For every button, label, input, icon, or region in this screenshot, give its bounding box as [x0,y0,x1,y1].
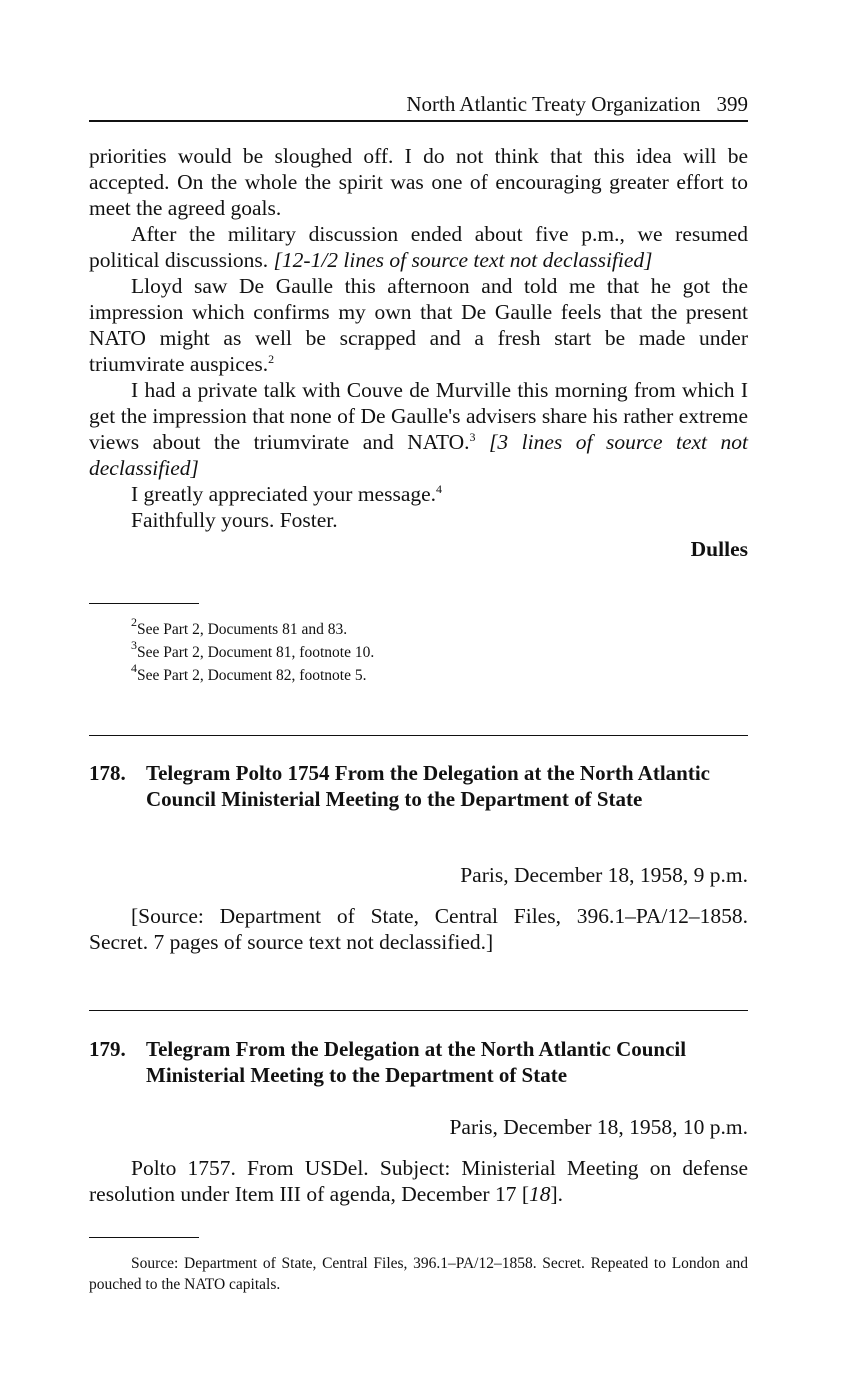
editorial-note: [12-1/2 lines of source text not declassified] [273,248,653,272]
footnote-mark: 4 [131,661,137,675]
footnote-ref: 2 [268,352,275,366]
paragraph [89,273,748,377]
document-number: 178. [89,761,126,785]
paragraph-text: I had a private talk with Couve de Murville this morning from which I get the impression that none of De Gaulle's advisers share his rather extreme views about the triumvirate and NATO. [89,378,748,454]
document-title: Telegram From the Delegation at the North Atlantic Council Ministerial Meeting to the Department of State [146,1037,687,1087]
paragraph [89,221,748,273]
section-divider [89,735,748,736]
footnote-ref: 4 [436,482,443,496]
paragraph-text: Lloyd saw De Gaulle this afternoon and told me that he got the impression which confirms my own that De Gaulle feels that the present NATO might as well be scrapped and a fresh start be made under triumvirate auspices. [89,274,748,376]
source-note: [Source: Department of State, Central Files, 396.1–PA/12–1858. Secret. 7 pages of source text not declassified.] [89,904,748,954]
document-number: 179. [89,1037,126,1061]
dateline: Paris, December 18, 1958, 10 p.m. [449,1115,748,1139]
running-title: North Atlantic Treaty Organization [406,92,701,116]
paragraph [89,481,748,507]
paragraph [89,1155,748,1207]
footnote [89,638,748,664]
footnote-rule [89,1237,199,1238]
footnotes [89,615,748,687]
running-header [89,90,748,122]
section-divider [89,1010,748,1011]
document-heading-178 [89,760,748,812]
document-body-178 [89,903,748,955]
footnote-ref: 3 [469,430,476,444]
footnote-text: See Part 2, Documents 81 and 83. [137,621,348,638]
paragraph-text: Polto 1757. From USDel. Subject: Ministerial Meeting on defense resolution under Item III of agenda, December 17 [ [89,1156,748,1206]
document-body-179 [89,1155,748,1207]
editorial-note: 18 [528,1182,551,1206]
footnote-text: See Part 2, Document 82, footnote 5. [137,667,367,684]
paragraph: priorities would be sloughed off. I do not think that this idea will be accepted. On the whole the spirit was one of encouraging greater effort to meet the agreed goals. [89,144,748,220]
document-heading-179 [89,1036,748,1088]
paragraph-text: ]. [550,1182,564,1206]
document-title: Telegram Polto 1754 From the Delegation at the North Atlantic Council Ministerial Meeting to the Department of State [146,761,710,811]
paragraph [89,377,748,481]
footnote-rule [89,603,199,604]
footnote [89,615,748,641]
signature: Dulles [690,537,748,561]
footnote-mark: 2 [131,615,137,629]
editorial-note: [3 lines of source text not declassified] [89,430,748,480]
paragraph-text: After the military discussion ended about five p.m., we resumed political discussions. [89,222,748,272]
continued-letter [89,143,748,562]
footnote [89,661,748,687]
source-footnote [89,1253,748,1295]
footnote-text: Source: Department of State, Central Files, 396.1–PA/12–1858. Secret. Repeated to London and pouched to the NATO capitals. [89,1255,748,1293]
closing: Faithfully yours. Foster. [131,508,338,532]
footnote-text: See Part 2, Document 81, footnote 10. [137,644,375,661]
paragraph-text: I greatly appreciated your message. [131,482,437,506]
footnote [89,1253,748,1295]
dateline: Paris, December 18, 1958, 9 p.m. [460,863,748,887]
footnote-mark: 3 [131,638,137,652]
page-number: 399 [716,92,748,116]
